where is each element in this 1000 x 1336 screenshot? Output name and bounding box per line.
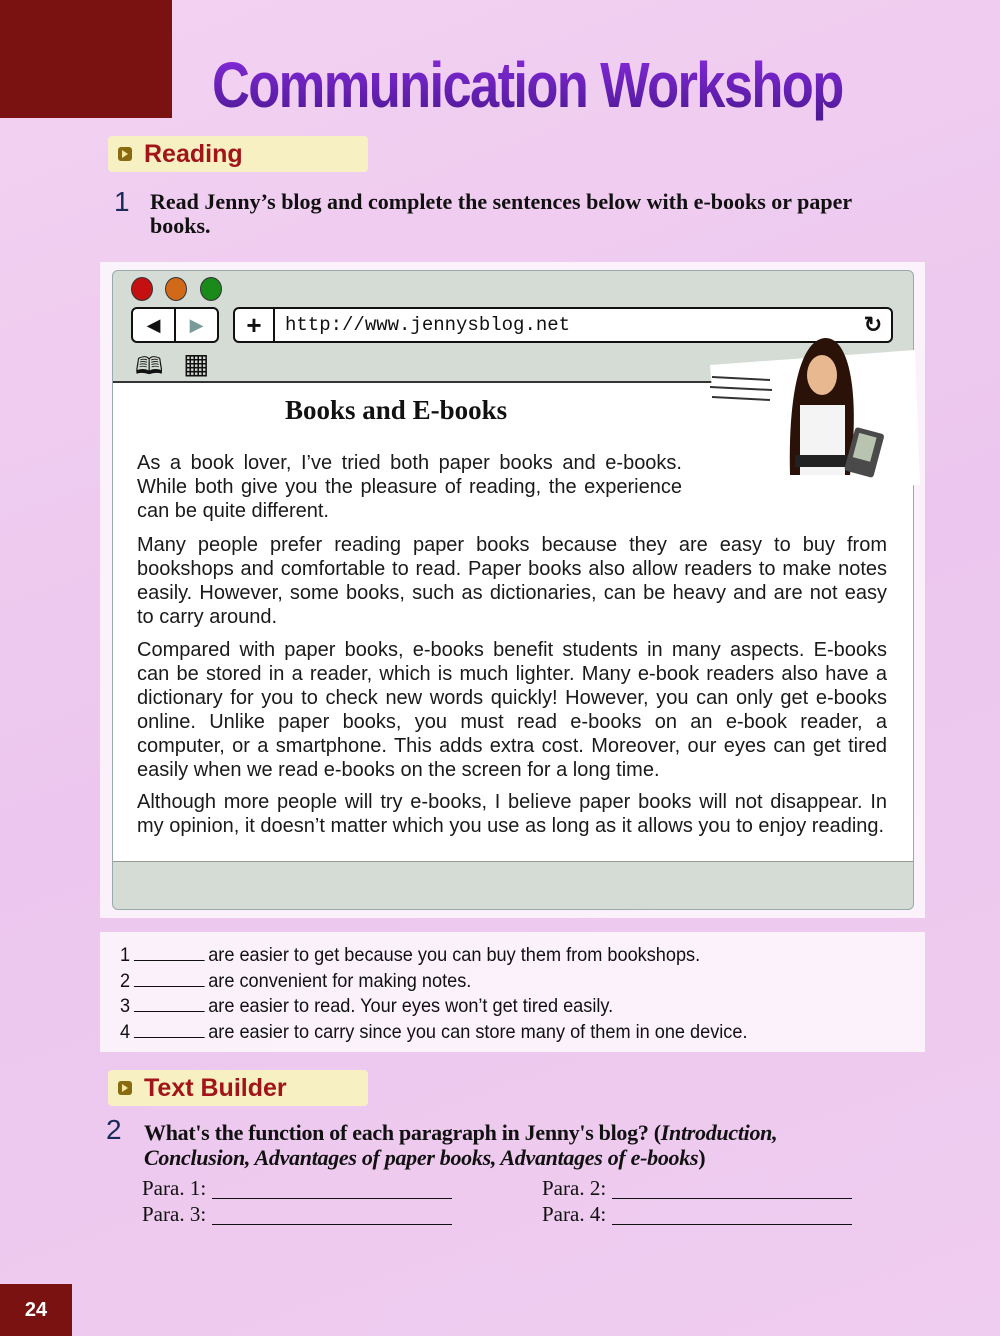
blog-paragraph: Many people prefer reading paper books because they are easy to buy from bookshops and comfortable to read. Paper books also allow readers to make notes easily. However, some books, such as dictionaries, can be heavy and are not easy to carry around. [137, 534, 887, 628]
back-icon[interactable]: ◀ [133, 309, 176, 341]
blog-title: Books and E-books [285, 395, 508, 425]
bookmark-icon[interactable]: 🕮 [135, 353, 164, 380]
apps-grid-icon[interactable]: ▦ [183, 348, 210, 379]
answer-line[interactable] [212, 1224, 452, 1225]
page-number: 24 [0, 1284, 72, 1336]
section-reading [108, 136, 368, 172]
blog-paragraph: As a book lover, I’ve tried both paper books and e-books. While both give you the pleasure of reading, the experience can be quite different. [137, 452, 682, 522]
section-text-builder [108, 1070, 368, 1106]
question-number: 2 [106, 1114, 122, 1145]
sentence-item: 2 are convenient for making notes. [120, 970, 472, 992]
answer-blank[interactable] [134, 986, 205, 987]
para-answer-1: Para. 1: [142, 1176, 452, 1201]
para-answer-2: Para. 2: [542, 1176, 852, 1201]
bullet-icon [118, 1081, 132, 1095]
corner-decoration [0, 0, 172, 118]
nav-buttons [131, 307, 219, 343]
section-label: Text Builder [144, 1073, 287, 1102]
sentence-item: 4 are easier to carry since you can store many of them in one device. [120, 1021, 748, 1043]
url-input[interactable]: http://www.jennysblog.net [285, 314, 571, 336]
question-text: What's the function of each paragraph in Jenny's blog? (Introduction, Conclusion, Advantages of paper books, Advantages of e-books) [144, 1120, 778, 1170]
sentence-item: 1 are easier to get because you can buy them from bookshops. [120, 944, 701, 966]
para-answer-4: Para. 4: [542, 1202, 852, 1227]
forward-icon[interactable]: ▶ [189, 314, 204, 335]
bullet-icon [118, 147, 132, 161]
section-label: Reading [144, 139, 243, 168]
status-bar [113, 861, 913, 885]
sentence-item: 3 are easier to read. Your eyes won’t get tired easily. [120, 995, 614, 1017]
answer-blank[interactable] [134, 1011, 205, 1012]
question-number: 1 [114, 186, 130, 217]
para-answer-3: Para. 3: [142, 1202, 452, 1227]
sentences-box [100, 932, 925, 1052]
answer-line[interactable] [612, 1224, 852, 1225]
blog-paragraph: Although more people will try e-books, I believe paper books will not disappear. In my opinion, it doesn’t matter which you use as long as it allows you to enjoy reading. [137, 791, 887, 837]
minimize-dot-icon[interactable] [165, 277, 187, 301]
reload-icon[interactable]: ↻ [863, 312, 883, 337]
answer-blank[interactable] [134, 1037, 205, 1038]
blog-paragraph: Compared with paper books, e-books benefit students in many aspects. E-books can be stored in a reader, which is much lighter. Many e-book readers also have a dictionary for you to check new words quickly! However, you can only get e-books online. Unlike paper books, you must read e-books on an e-book reader, a computer, or a smartphone. This adds extra cost. Moreover, our eyes can get tired easily when we read e-books on the screen for a long time. [137, 639, 887, 781]
question-text: Read Jenny’s blog and complete the sentences below with e-books or paper books. [150, 189, 852, 238]
maximize-dot-icon[interactable] [200, 277, 222, 301]
answer-line[interactable] [612, 1198, 852, 1199]
close-dot-icon[interactable] [131, 277, 153, 301]
new-tab-icon[interactable]: + [235, 309, 275, 341]
answer-line[interactable] [212, 1198, 452, 1199]
page-title: Communication Workshop [212, 49, 843, 121]
girl-with-books-illustration [700, 335, 920, 495]
answer-blank[interactable] [134, 960, 205, 961]
